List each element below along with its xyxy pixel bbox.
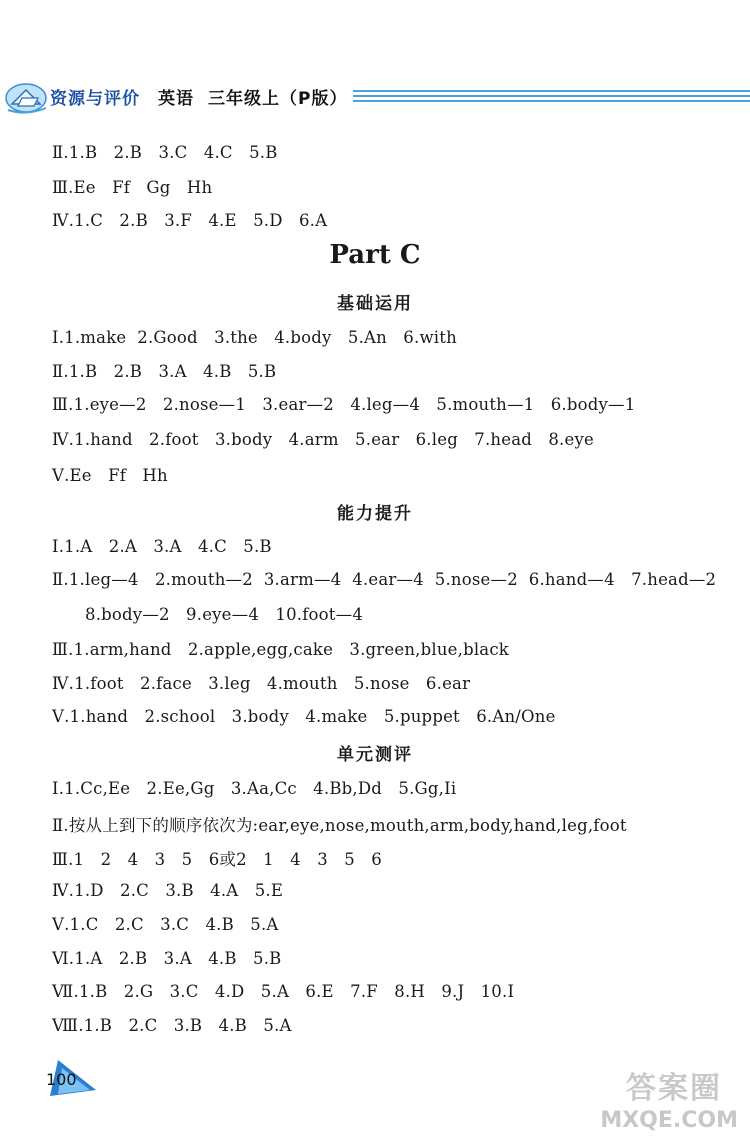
answer-line: Ⅳ.1.D 2.C 3.B 4.A 5.E — [52, 881, 284, 900]
page-number-badge — [40, 1058, 100, 1098]
subject-label: 英语 — [158, 89, 194, 109]
answer-line: Ⅴ.1.hand 2.school 3.body 4.make 5.puppet 6.An/One — [52, 707, 556, 726]
grade-label: 三年级上（P版） — [208, 89, 348, 109]
watermark-cn: 答案圈 — [626, 1071, 722, 1106]
answer-line: Ⅳ.1.C 2.B 3.F 4.E 5.D 6.A — [52, 211, 328, 230]
watermark-en: MXQE.COM — [600, 1108, 738, 1133]
watermark — [602, 1063, 742, 1133]
answer-line: Ⅵ.1.A 2.B 3.A 4.B 5.B — [52, 949, 282, 968]
answer-line: Ⅲ.1.arm,hand 2.apple,egg,cake 3.green,blue,black — [52, 640, 509, 659]
book-title: 资源与评价 — [50, 89, 140, 109]
answer-line: Ⅳ.1.hand 2.foot 3.body 4.arm 5.ear 6.leg 7.head 8.eye — [52, 430, 594, 449]
answer-line: Ⅴ.1.C 2.C 3.C 4.B 5.A — [52, 915, 279, 934]
book-logo-icon — [4, 76, 50, 116]
section-title: 单元测评 — [337, 745, 413, 765]
section-title: 能力提升 — [337, 504, 413, 524]
answer-line: Ⅰ.1.make 2.Good 3.the 4.body 5.An 6.with — [52, 328, 457, 347]
answer-line: Ⅰ.1.Cc,Ee 2.Ee,Gg 3.Aa,Cc 4.Bb,Dd 5.Gg,Ii — [52, 779, 457, 798]
page-header — [0, 70, 750, 126]
answer-line: Ⅲ.1 2 4 3 5 6或2 1 4 3 5 6 — [52, 850, 382, 869]
answer-line: Ⅱ.1.leg—4 2.mouth—2 3.arm—4 4.ear—4 5.nose—2 6.hand—4 7.head—2 — [52, 570, 717, 589]
answer-line: Ⅱ.1.B 2.B 3.C 4.C 5.B — [52, 143, 278, 162]
answer-line: Ⅱ.1.B 2.B 3.A 4.B 5.B — [52, 362, 277, 381]
section-title: 基础运用 — [337, 294, 413, 314]
answer-line: Ⅲ.1.eye—2 2.nose—1 3.ear—2 4.leg—4 5.mouth—1 6.body—1 — [52, 395, 636, 414]
answer-line: Ⅰ.1.A 2.A 3.A 4.C 5.B — [52, 537, 272, 556]
part-title: Part C — [329, 240, 421, 270]
answer-line: 8.body—2 9.eye—4 10.foot—4 — [85, 605, 364, 624]
answer-line: Ⅴ.Ee Ff Hh — [52, 466, 168, 485]
answer-line: Ⅲ.Ee Ff Gg Hh — [52, 178, 213, 197]
page-number: 100 — [46, 1070, 77, 1089]
answer-line: Ⅶ.1.B 2.G 3.C 4.D 5.A 6.E 7.F 8.H 9.J 10.I — [52, 982, 515, 1001]
answer-line: Ⅷ.1.B 2.C 3.B 4.B 5.A — [52, 1016, 292, 1035]
header-title — [50, 84, 353, 109]
answer-line: Ⅱ.按从上到下的顺序依次为:ear,eye,nose,mouth,arm,body,hand,leg,foot — [52, 816, 627, 835]
answer-line: Ⅳ.1.foot 2.face 3.leg 4.mouth 5.nose 6.ear — [52, 674, 471, 693]
